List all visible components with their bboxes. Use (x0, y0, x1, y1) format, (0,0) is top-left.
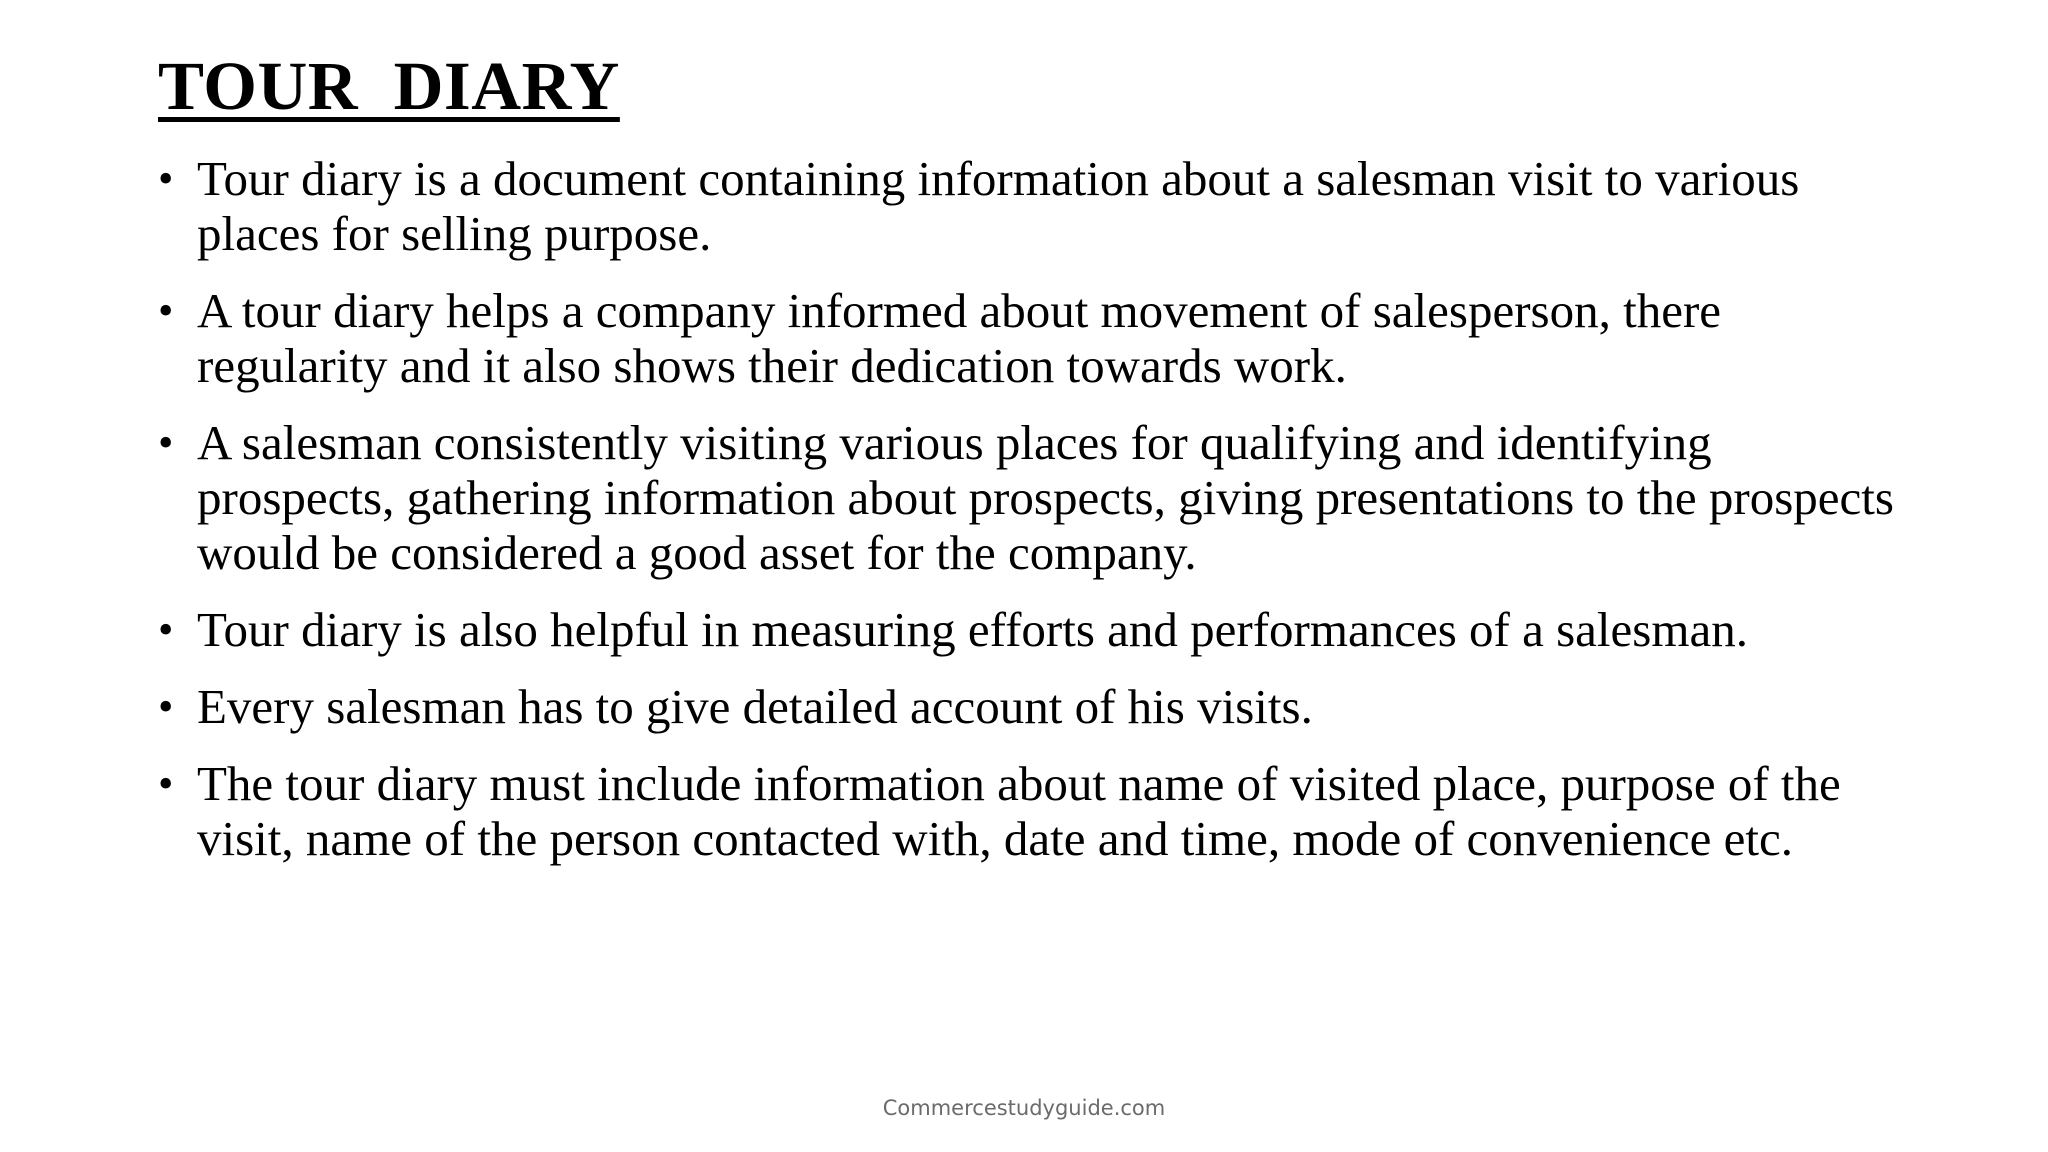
bullet-dot: • (158, 682, 174, 731)
bullet-dot: • (158, 418, 174, 467)
bullet-list (158, 151, 1918, 888)
bullet-item (158, 283, 1918, 393)
bullet-item (158, 415, 1918, 580)
bullet-text: A salesman consistently visiting various places for qualifying and identifying prospects, gathering information about prospects, giving presentations to the prospects would be considered a good asset for the company. (197, 415, 1894, 580)
bullet-item (158, 151, 1918, 261)
bullet-item (158, 756, 1918, 866)
bullet-text: The tour diary must include information about name of visited place, purpose of the visit, name of the person contacted with, date and time, mode of convenience etc. (197, 756, 1841, 866)
bullet-dot: • (158, 605, 174, 654)
bullet-text: Tour diary is a document containing information about a salesman visit to various places for selling purpose. (197, 151, 1800, 261)
slide-title: TOUR DIARY (158, 48, 620, 124)
bullet-text: Every salesman has to give detailed account of his visits. (197, 679, 1313, 734)
bullet-dot: • (158, 154, 174, 203)
footer-watermark: Commercestudyguide.com (882, 1096, 1166, 1120)
bullet-text: Tour diary is also helpful in measuring efforts and performances of a salesman. (197, 602, 1748, 657)
bullet-dot: • (158, 286, 174, 335)
bullet-dot: • (158, 759, 174, 808)
bullet-item (158, 602, 1918, 657)
bullet-text: A tour diary helps a company informed about movement of salesperson, there regularity and it also shows their dedication towards work. (197, 283, 1722, 393)
bullet-item (158, 679, 1918, 734)
